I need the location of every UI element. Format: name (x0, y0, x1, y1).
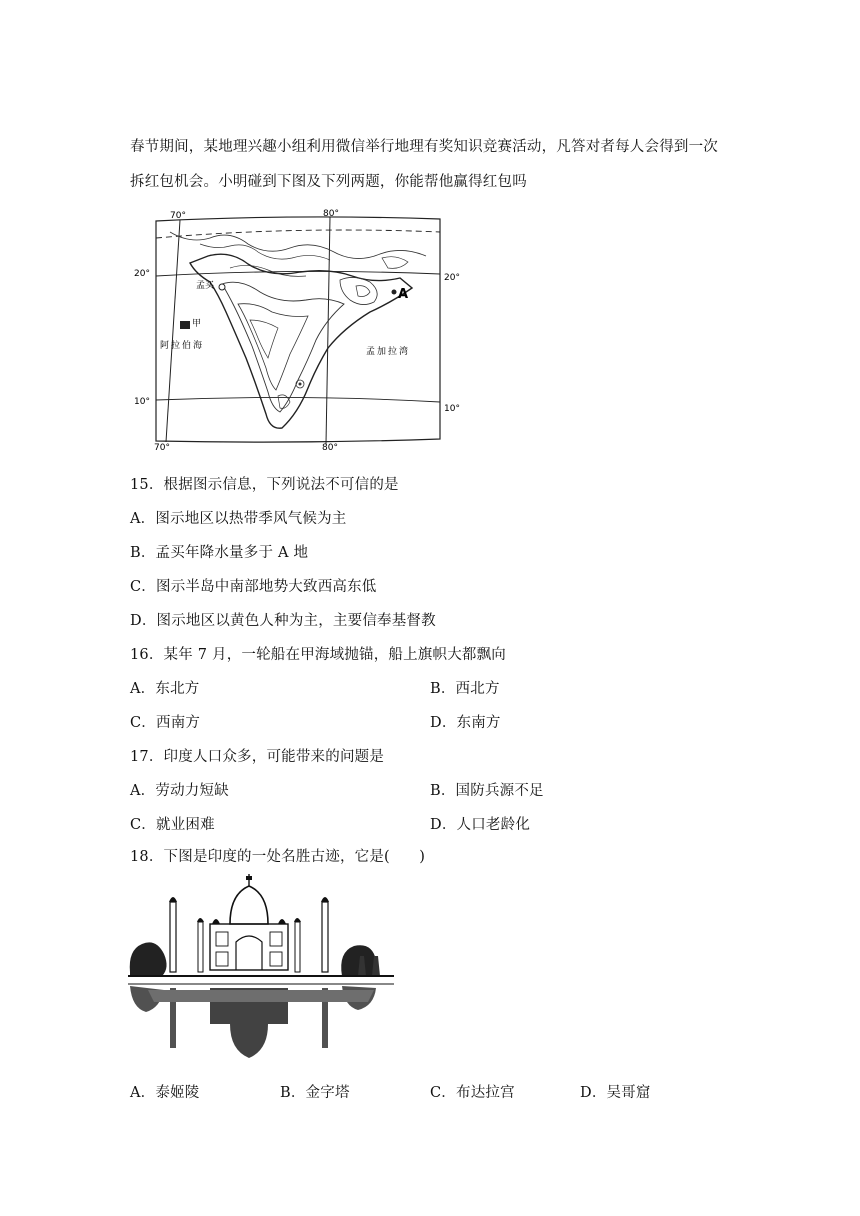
lat-right-10: 10° (444, 404, 460, 414)
bay-of-bengal-label: 孟加拉湾 (366, 347, 411, 357)
city-label-mumbai: 孟买 (196, 281, 215, 291)
lat-left-20: 20° (134, 269, 150, 279)
lat-right-20: 20° (444, 273, 460, 283)
arabian-sea-label: 阿拉伯海 (160, 341, 205, 351)
india-map (130, 208, 470, 450)
question-15-option-b[interactable]: B．孟买年降水量多于 A 地 (130, 545, 309, 561)
question-17-stem: 17．印度人口众多，可能带来的问题是 (130, 749, 385, 765)
question-15-option-a[interactable]: A．图示地区以热带季风气候为主 (130, 511, 347, 527)
question-18-option-c[interactable]: C．布达拉宫 (430, 1085, 515, 1101)
question-18-stem: 18．下图是印度的一处名胜古迹，它是( ) (130, 849, 426, 865)
jia-marker (180, 321, 190, 329)
question-18-option-b[interactable]: B．金字塔 (280, 1085, 350, 1101)
taj-mahal-illustration (128, 872, 394, 1070)
lon-bottom-left: 70° (154, 443, 170, 450)
intro-line-1: 春节期间，某地理兴趣小组利用微信举行地理有奖知识竞赛活动，凡答对者每人会得到一次 (130, 139, 718, 155)
question-16-option-d[interactable]: D．东南方 (430, 715, 501, 731)
question-16-option-a[interactable]: A．东北方 (130, 681, 200, 697)
question-17-option-d[interactable]: D．人口老龄化 (430, 817, 531, 833)
question-16-option-b[interactable]: B．西北方 (430, 681, 500, 697)
point-jia-label: 甲 (192, 319, 202, 329)
lat-left-10: 10° (134, 397, 150, 407)
question-18-option-a[interactable]: A．泰姬陵 (130, 1085, 200, 1101)
question-16-option-c[interactable]: C．西南方 (130, 715, 201, 731)
point-a-label: A (398, 287, 409, 302)
question-15-option-d[interactable]: D．图示地区以黄色人种为主，主要信奉基督教 (130, 613, 436, 629)
question-15-stem: 15．根据图示信息，下列说法不可信的是 (130, 477, 399, 493)
question-17-option-a[interactable]: A．劳动力短缺 (130, 783, 229, 799)
question-17-option-c[interactable]: C．就业困难 (130, 817, 215, 833)
lon-top-right: 80° (323, 209, 339, 219)
question-16-stem: 16．某年 7 月，一轮船在甲海域抛锚，船上旗帜大都飘向 (130, 647, 506, 663)
lon-bottom-right: 80° (322, 443, 338, 450)
intro-line-2: 拆红包机会。小明碰到下图及下列两题，你能帮他赢得红包吗 (130, 174, 527, 190)
question-17-option-b[interactable]: B．国防兵源不足 (430, 783, 544, 799)
question-18-option-d[interactable]: D．吴哥窟 (580, 1085, 651, 1101)
lon-top-left: 70° (170, 211, 186, 221)
question-15-option-c[interactable]: C．图示半岛中南部地势大致西高东低 (130, 579, 377, 595)
